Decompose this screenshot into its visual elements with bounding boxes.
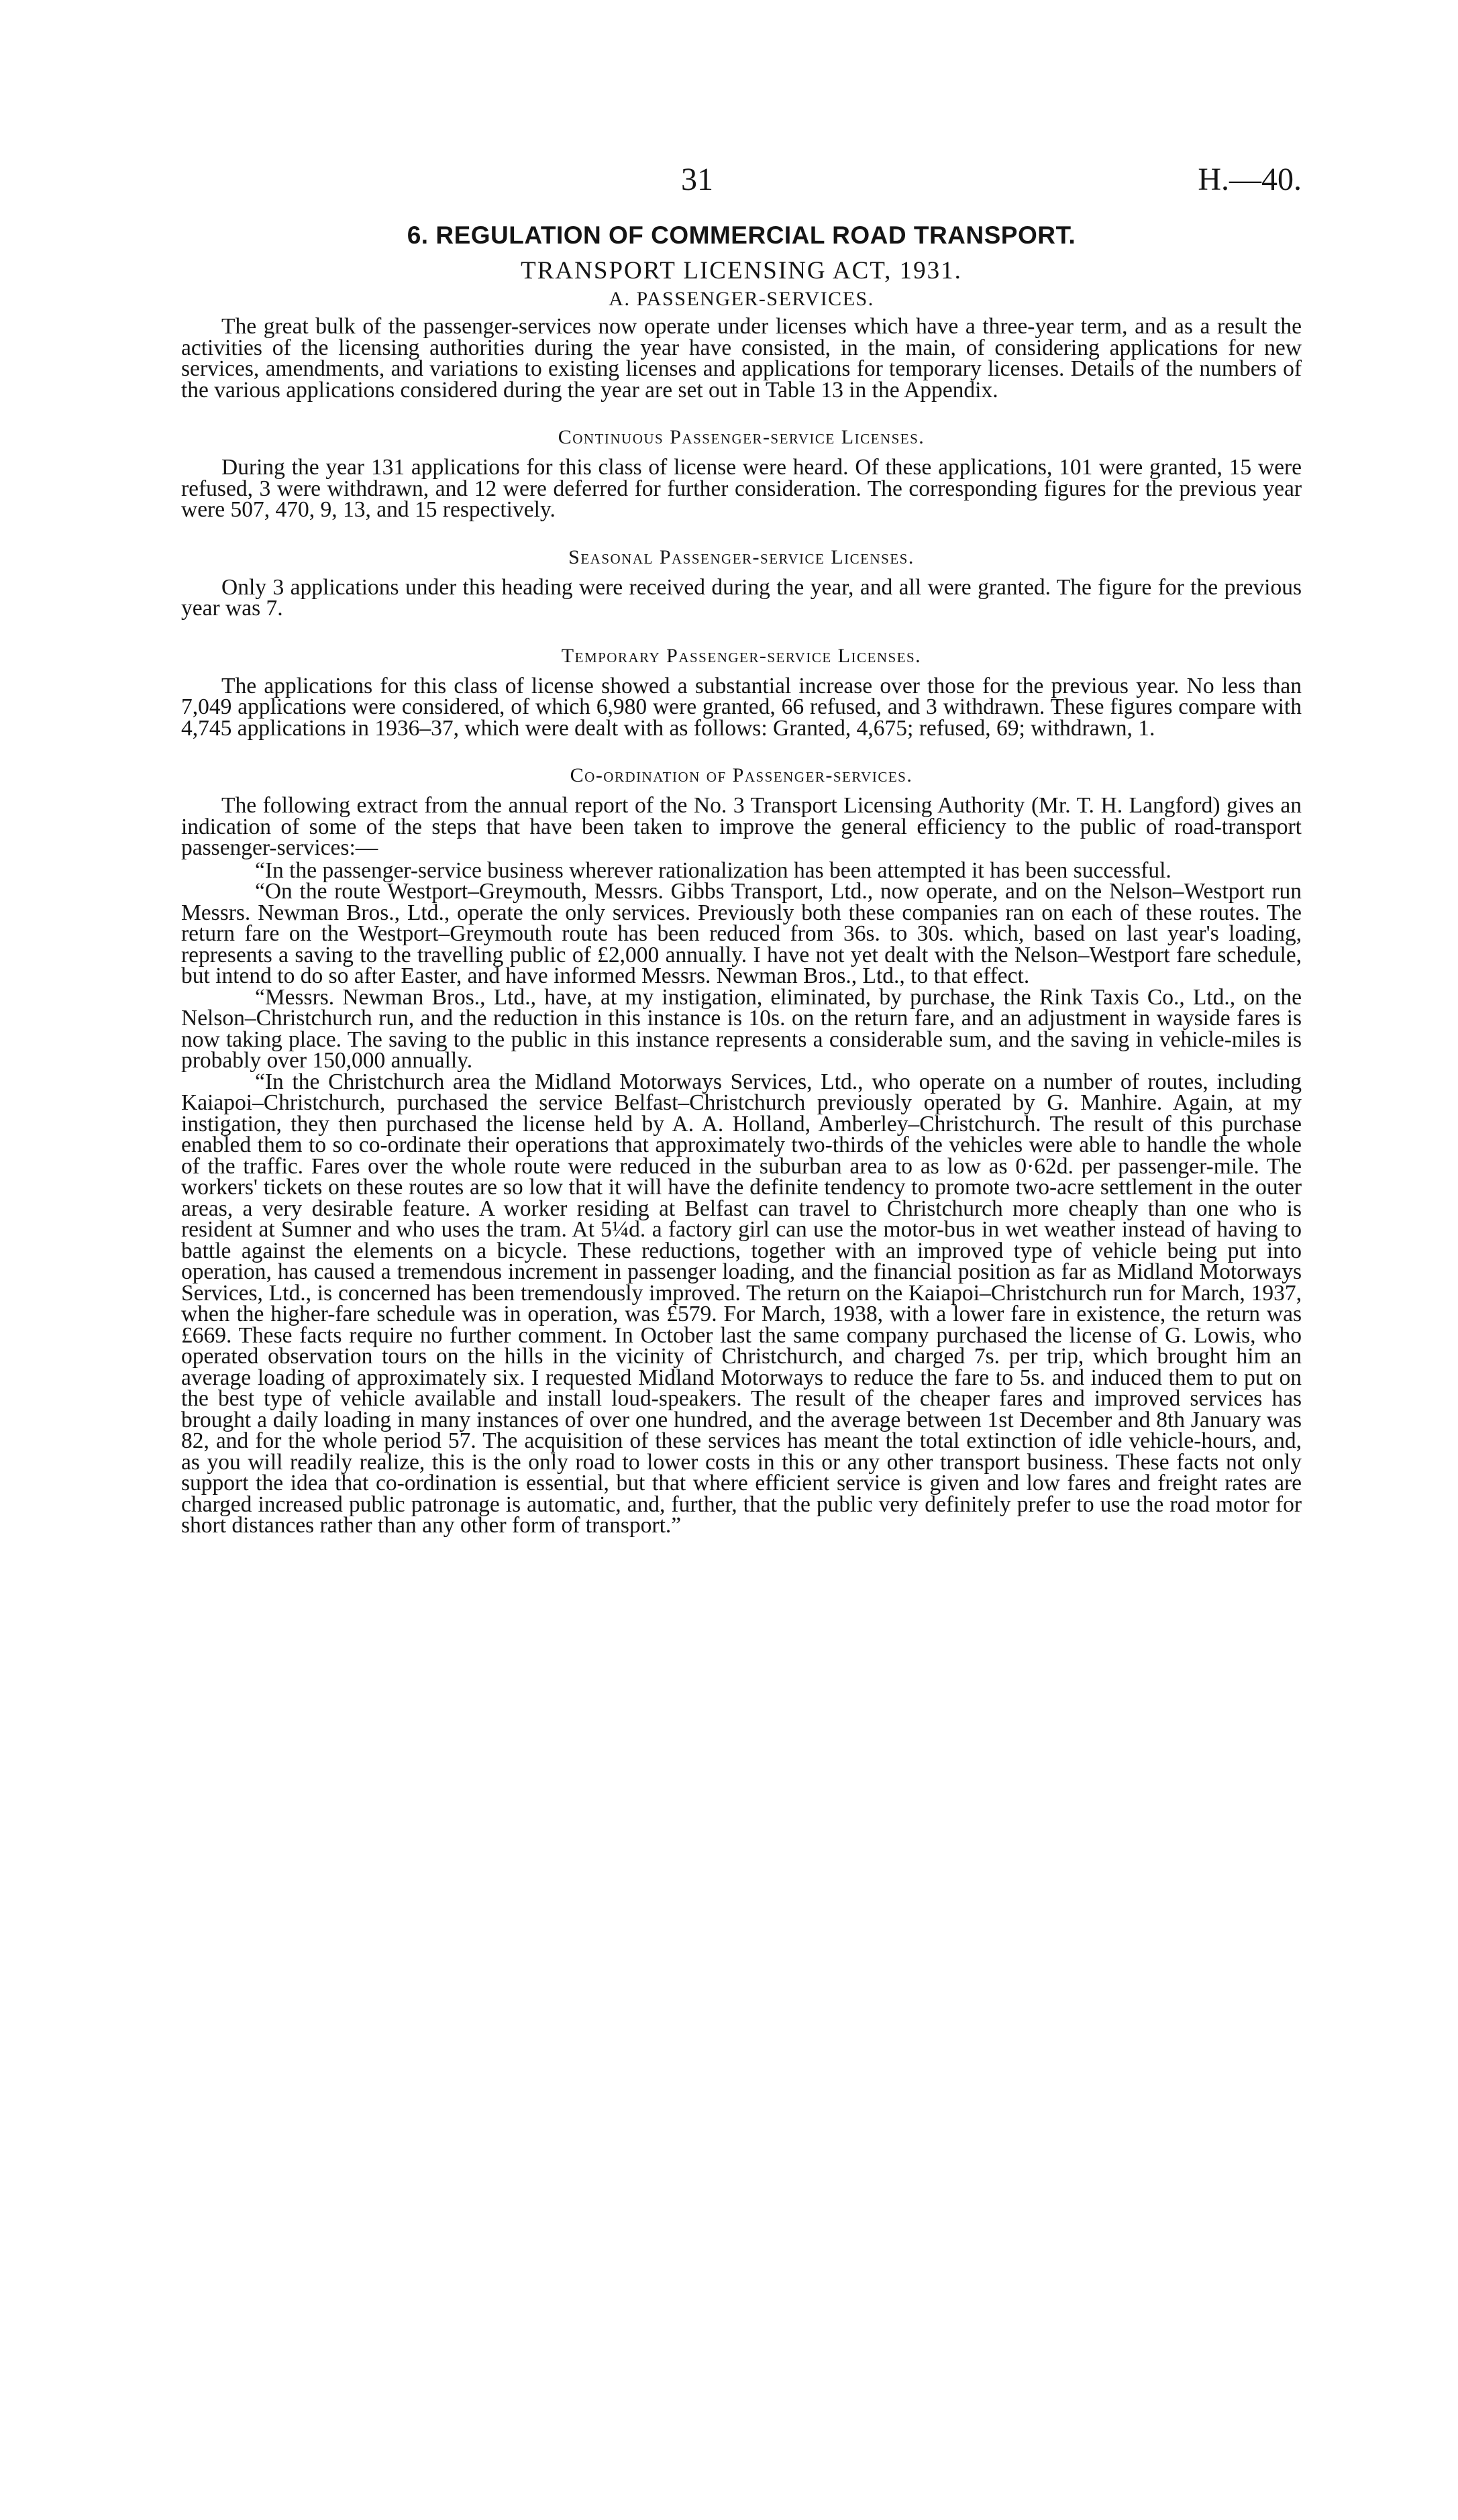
quote-paragraph-newman: “Messrs. Newman Bros., Ltd., have, at my instigation, eliminated, by purchase, the Rink Taxis Co., Ltd., on the Nelson–Christchurch run, and the reduction in this instance is 10s. on the return fare, and an adjustment in wayside fares is now taking place. The saving to the public in this instance represents a considerable sum, and the saving in vehicle-miles is probably over 150,000 annually. (181, 984, 1302, 1073)
part-title: A. PASSENGER-SERVICES. (609, 288, 874, 310)
paragraph-temporary-licenses: The applications for this class of license showed a substantial increase over those for the previous year. No less than 7,049 applications were considered, of which 6,980 were granted, 66 refused, and 3 withdrawn. These figures compare with 4,745 applications in 1936–37, which were dealt with as follows: Granted, 4,675; refused, 69; withdrawn, 1. (181, 673, 1302, 741)
heading-coordination: Co-ordination of Passenger-services. (570, 764, 913, 786)
document-page (181, 161, 1302, 1536)
page-number: 31 (681, 162, 713, 197)
page-header (181, 161, 1302, 215)
quote-paragraph-christchurch: “In the Christchurch area the Midland Motorways Services, Ltd., who operate on a number of routes, including Kaiapoi–Christchurch, purchased the service Belfast–Christchurch previously operated by G. Manhire. Again, at my instigation, they then purchased the license held by A. A. Holland, Amberley–Christchurch. The result of this purchase enabled them to so co-ordinate their operations that approximately two-thirds of the vehicles were able to handle the whole of the traffic. Fares over the whole route were reduced in the suburban area to as low as 0·62d. per passenger-mile. The workers' tickets on these routes are so low that it will have the definite tendency to promote two-acre settlement in the outer areas, a very desirable feature. A worker residing at Belfast can travel to Christchurch more cheaply than one who is resident at Sumner and who uses the tram. At 5¼d. a factory girl can use the motor-bus in wet weather instead of having to battle against the elements on a bicycle. These reductions, together with an improved type of vehicle being put into operation, has caused a tremendous increment in passenger loading, and the financial position as far as Midland Motorways Services, Ltd., is concerned has been tremendously improved. The return on the Kaiapoi–Christchurch run for March, 1937, when the higher-fare schedule was in operation, was £579. For March, 1938, with a lower fare in existence, the return was £669. These facts require no further comment. In October last the same company purchased the license of G. Lowis, who operated observation tours on the hills in the vicinity of Christchurch, and charged 7s. per trip, which brought him an average loading of approximately six. I requested Midland Motorways to reduce the fare to 5s. and induced them to put on the best type of vehicle available and install loud-speakers. The result of the cheaper fares and improved services has brought a daily loading in many instances of over one hundred, and the average between 1st December and 8th January was 82, and for the whole period 57. The acquisition of these services has meant the total extinction of idle vehicle-hours, and, as you will readily realize, this is the only road to lower costs in this or any other transport business. These facts not only support the idea that co-ordination is essential, but that where efficient service is given and low fares and freight rates are charged increased public patronage is automatic, and, further, that the public very definitely prefer to use the road motor for short distances rather than any other form of transport.” (181, 1069, 1302, 1538)
heading-temporary-licenses: Temporary Passenger-service Licenses. (561, 644, 922, 667)
act-title: TRANSPORT LICENSING ACT, 1931. (521, 257, 962, 284)
quote-paragraph-rationalization: “In the passenger-service business wherever rationalization has been attempted it has been successful. (255, 857, 1171, 883)
paragraph-continuous-licenses: During the year 131 applications for this class of license were heard. Of these applications, 101 were granted, 15 were refused, 3 were withdrawn, and 12 were deferred for further consideration. The corresponding figures for the previous year were 507, 470, 9, 13, and 15 respectively. (181, 455, 1302, 522)
paragraph-coordination: The following extract from the annual report of the No. 3 Transport Licensing Authority (Mr. T. H. Langford) gives an indication of some of the steps that have been taken to improve the general efficiency to the public of road-transport passenger-services:— (181, 793, 1302, 860)
heading-seasonal-licenses: Seasonal Passenger-service Licenses. (568, 545, 915, 568)
main-title: 6. REGULATION OF COMMERCIAL ROAD TRANSPORT. (407, 221, 1076, 249)
document-reference: H.—40. (1198, 162, 1302, 197)
paragraph-seasonal-licenses: Only 3 applications under this heading were received during the year, and all were granted. The figure for the previous year was 7. (181, 574, 1302, 621)
heading-continuous-licenses: Continuous Passenger-service Licenses. (558, 426, 925, 448)
quote-paragraph-westport: “On the route Westport–Greymouth, Messrs. Gibbs Transport, Ltd., now operate, and on the Nelson–Westport run Messrs. Newman Bros., Ltd., operate the only services. Previously both these companies ran on each of these routes. The return fare on the Westport–Greymouth route has been reduced from 36s. to 30s. which, based on last year's loading, represents a saving to the travelling public of £2,000 annually. I have not yet dealt with the Nelson–Westport fare schedule, but intend to do so after Easter, and have informed Messrs. Newman Bros., Ltd., to that effect. (181, 879, 1302, 988)
intro-paragraph: The great bulk of the passenger-services now operate under licenses which have a three-year term, and as a result the activities of the licensing authorities during the year have consisted, in the main, of considering applications for new services, amendments, and variations to existing licenses and applications for temporary licenses. Details of the numbers of the various applications considered during the year are set out in Table 13 in the Appendix. (181, 314, 1302, 403)
